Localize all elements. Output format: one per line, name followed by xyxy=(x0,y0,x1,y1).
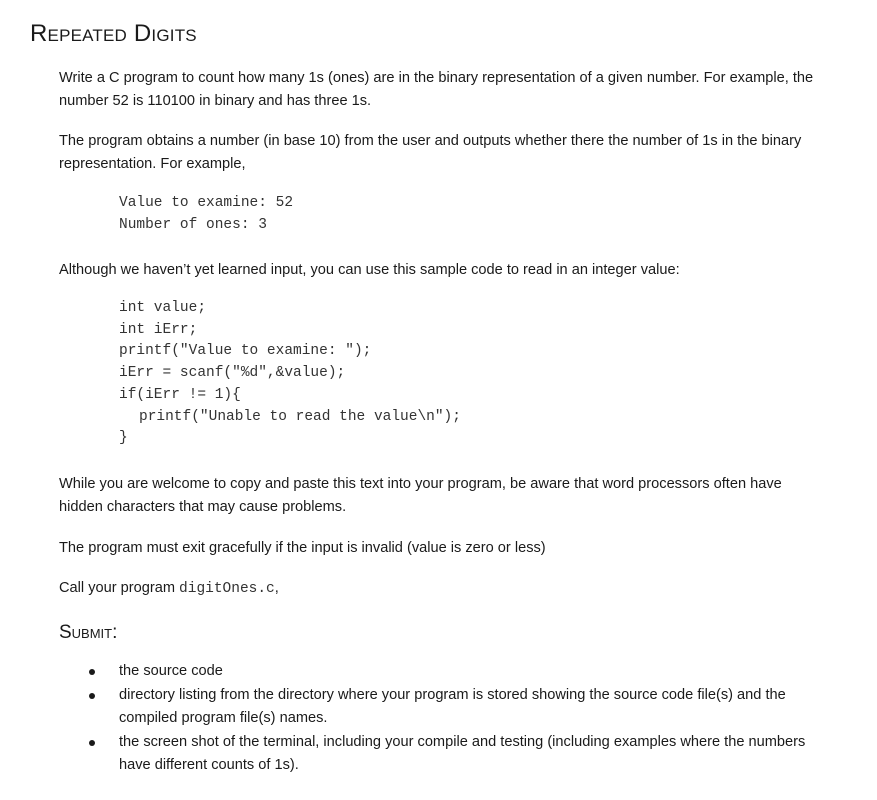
copy-paste-warning: While you are welcome to copy and paste this text into your program, be aware that word processors often have hidden characters that may cause problems. xyxy=(59,476,782,515)
submit-item-text: directory listing from the directory where your program is stored showing the source code file(s) and the compiled program file(s) names. xyxy=(119,687,786,726)
code-line: printf("Value to examine: "); xyxy=(119,343,372,360)
code-line: if(iErr != 1){ xyxy=(119,386,241,403)
program-name-prefix: Call your program xyxy=(59,580,180,596)
example-line: Number of ones: 3 xyxy=(119,216,267,233)
example-line: Value to examine: 52 xyxy=(119,195,294,211)
submit-item xyxy=(59,684,819,730)
code-line: printf("Unable to read the value\n"); xyxy=(139,408,461,425)
code-line: int iErr; xyxy=(119,321,198,338)
example-output-block xyxy=(119,193,293,236)
sample-code-block xyxy=(119,298,461,450)
code-line: } xyxy=(119,430,128,447)
program-name-paragraph xyxy=(59,577,819,601)
submit-item-text: the screen shot of the terminal, including your compile and testing (including examples where the numbers have different counts of 1s). xyxy=(119,734,806,773)
bullet-icon xyxy=(89,740,95,746)
code-line: int value; xyxy=(119,300,207,316)
page-title: Repeated Digits xyxy=(30,20,197,47)
description-paragraph: The program obtains a number (in base 10) from the user and outputs whether there the number of 1s in the binary representation. For example, xyxy=(59,133,802,172)
program-name-suffix: , xyxy=(274,580,279,596)
program-filename: digitOnes.c xyxy=(179,581,275,597)
bullet-icon xyxy=(89,669,95,675)
code-line: iErr = scanf("%d",&value); xyxy=(119,365,346,382)
submit-heading: Submit: xyxy=(59,622,118,643)
submit-list xyxy=(59,660,819,778)
exit-requirement: The program must exit gracefully if the input is invalid (value is zero or less) xyxy=(59,540,546,556)
submit-item-text: the source code xyxy=(119,663,223,679)
submit-item xyxy=(59,731,819,777)
bullet-icon xyxy=(89,693,95,699)
sample-code-intro: Although we haven’t yet learned input, you can use this sample code to read in an integer value: xyxy=(59,262,680,278)
intro-paragraph: Write a C program to count how many 1s (ones) are in the binary representation of a given number. For example, the number 52 is 110100 in binary and has three 1s. xyxy=(59,70,814,109)
submit-item xyxy=(59,660,819,683)
